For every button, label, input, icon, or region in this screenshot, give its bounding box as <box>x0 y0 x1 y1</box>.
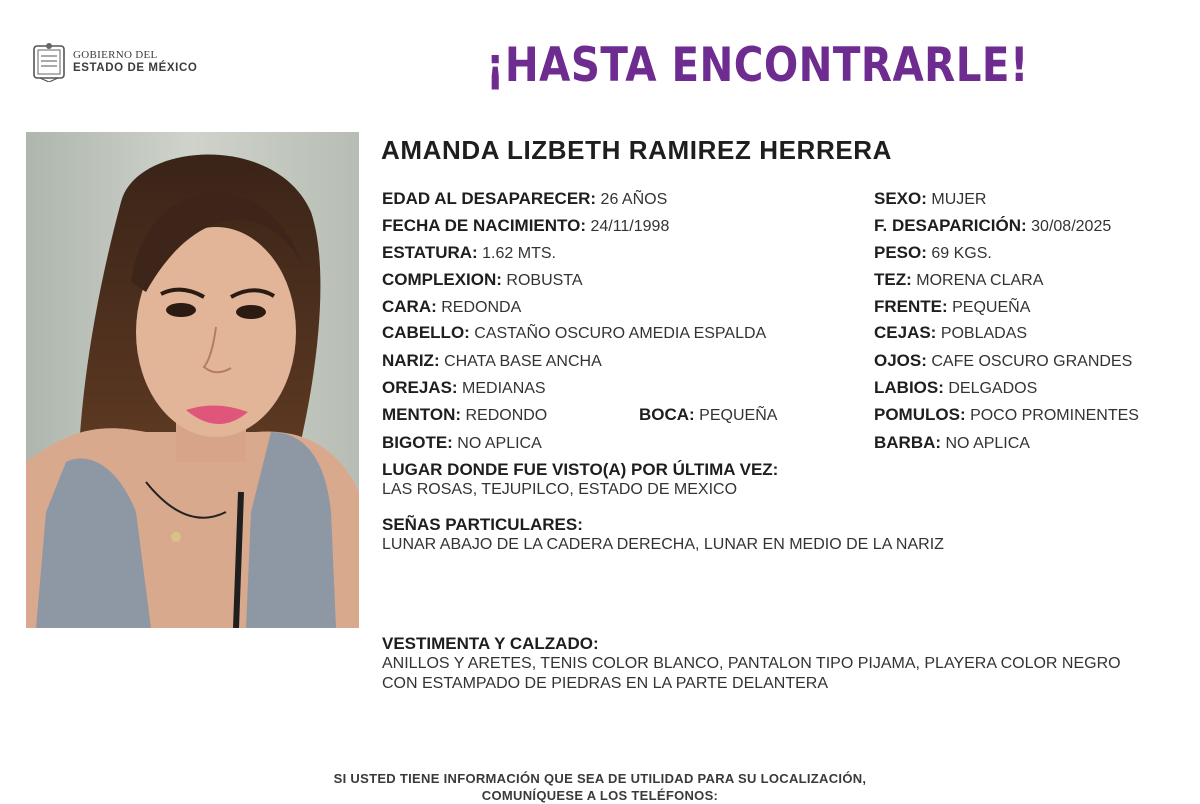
field-face <box>382 297 521 318</box>
footer-line-1: SI USTED TIENE INFORMACIÓN QUE SEA DE UTILIDAD PARA SU LOCALIZACIÓN, <box>333 771 867 786</box>
field-value: 24/11/1998 <box>590 218 670 235</box>
coat-of-arms-icon <box>31 42 67 82</box>
field-beard <box>874 433 1030 454</box>
field-disappearance-date <box>874 216 1111 237</box>
clothing-line-1: ANILLOS Y ARETES, TENIS COLOR BLANCO, PANTALON TIPO PIJAMA, PLAYERA COLOR NEGRO <box>382 655 1121 672</box>
field-value: POCO PROMINENTES <box>970 407 1139 424</box>
field-label: TEZ: <box>874 270 912 289</box>
field-birthdate <box>382 216 669 237</box>
field-label: SEXO: <box>874 189 927 208</box>
field-label: COMPLEXION: <box>382 270 502 289</box>
field-label: MENTON: <box>382 405 462 424</box>
field-build <box>382 270 583 291</box>
field-height <box>382 243 556 264</box>
field-label: ESTATURA: <box>382 243 478 262</box>
field-value: PEQUEÑA <box>699 407 778 424</box>
field-value: 26 AÑOS <box>600 191 668 208</box>
field-value: CAFE OSCURO GRANDES <box>931 353 1133 370</box>
marks-label: SEÑAS PARTICULARES: <box>382 515 583 534</box>
marks-value: LUNAR ABAJO DE LA CADERA DERECHA, LUNAR EN MEDIO DE LA NARIZ <box>382 536 944 553</box>
field-value: 30/08/2025 <box>1031 218 1112 235</box>
field-nose <box>382 351 602 372</box>
clothing-label: VESTIMENTA Y CALZADO: <box>382 634 599 653</box>
field-label: CARA: <box>382 297 437 316</box>
government-logo-text <box>73 49 197 75</box>
field-label: NARIZ: <box>382 351 440 370</box>
field-ears <box>382 378 546 399</box>
field-value: MEDIANAS <box>462 380 546 397</box>
field-sex <box>874 189 986 210</box>
field-value: MUJER <box>931 191 987 208</box>
field-age <box>382 189 667 210</box>
field-label: BIGOTE: <box>382 433 453 452</box>
field-label: FRENTE: <box>874 297 948 316</box>
field-label: BARBA: <box>874 433 942 452</box>
clothing-line-2: CON ESTAMPADO DE PIEDRAS EN LA PARTE DELANTERA <box>382 675 829 692</box>
field-value: CHATA BASE ANCHA <box>444 353 602 370</box>
headline: ¡HASTA ENCONTRARLE! <box>486 38 1029 93</box>
marks-section <box>382 515 944 555</box>
field-value: 69 KGS. <box>931 245 992 262</box>
last-seen-label: LUGAR DONDE FUE VISTO(A) POR ÚLTIMA VEZ: <box>382 460 779 479</box>
field-value: CASTAÑO OSCURO AMEDIA ESPALDA <box>474 325 767 342</box>
person-name: AMANDA LIZBETH RAMIREZ HERRERA <box>381 135 893 165</box>
field-eyebrows <box>874 323 1027 344</box>
field-value: NO APLICA <box>457 435 542 452</box>
field-label: FECHA DE NACIMIENTO: <box>382 216 586 235</box>
field-value: PEQUEÑA <box>952 299 1031 316</box>
last-seen-section <box>382 460 778 500</box>
logo-line-1: GOBIERNO DEL <box>73 49 158 61</box>
logo-line-2: ESTADO DE MÉXICO <box>73 62 198 74</box>
field-label: POMULOS: <box>874 405 966 424</box>
field-value: MORENA CLARA <box>916 272 1044 289</box>
field-value: 1.62 MTS. <box>482 245 556 262</box>
field-mustache <box>382 433 542 454</box>
field-value: POBLADAS <box>940 325 1028 342</box>
field-label: EDAD AL DESAPARECER: <box>382 189 597 208</box>
last-seen-value: LAS ROSAS, TEJUPILCO, ESTADO DE MEXICO <box>382 481 738 498</box>
field-label: OREJAS: <box>382 378 458 397</box>
field-value: ROBUSTA <box>506 272 583 289</box>
field-lips <box>874 378 1037 399</box>
field-label: OJOS: <box>874 351 927 370</box>
clothing-section <box>382 634 1121 694</box>
field-label: F. DESAPARICIÓN: <box>874 216 1027 235</box>
field-value: REDONDA <box>441 299 522 316</box>
field-label: CABELLO: <box>382 323 470 342</box>
field-value: NO APLICA <box>945 435 1030 452</box>
missing-person-photo <box>26 132 359 628</box>
field-value: REDONDO <box>465 407 548 424</box>
field-label: CEJAS: <box>874 323 937 342</box>
field-mouth <box>639 405 777 426</box>
field-chin <box>382 405 547 426</box>
field-weight <box>874 243 992 264</box>
footer-note <box>0 770 1200 804</box>
field-label: BOCA: <box>639 405 695 424</box>
field-complexion <box>874 270 1043 291</box>
field-label: PESO: <box>874 243 927 262</box>
footer-line-2: COMUNÍQUESE A LOS TELÉFONOS: <box>481 788 719 803</box>
field-value: DELGADOS <box>948 380 1038 397</box>
government-logo <box>31 42 197 82</box>
field-hair <box>382 323 766 344</box>
field-cheekbones <box>874 405 1139 426</box>
field-eyes <box>874 351 1132 372</box>
field-label: LABIOS: <box>874 378 944 397</box>
field-forehead <box>874 297 1030 318</box>
